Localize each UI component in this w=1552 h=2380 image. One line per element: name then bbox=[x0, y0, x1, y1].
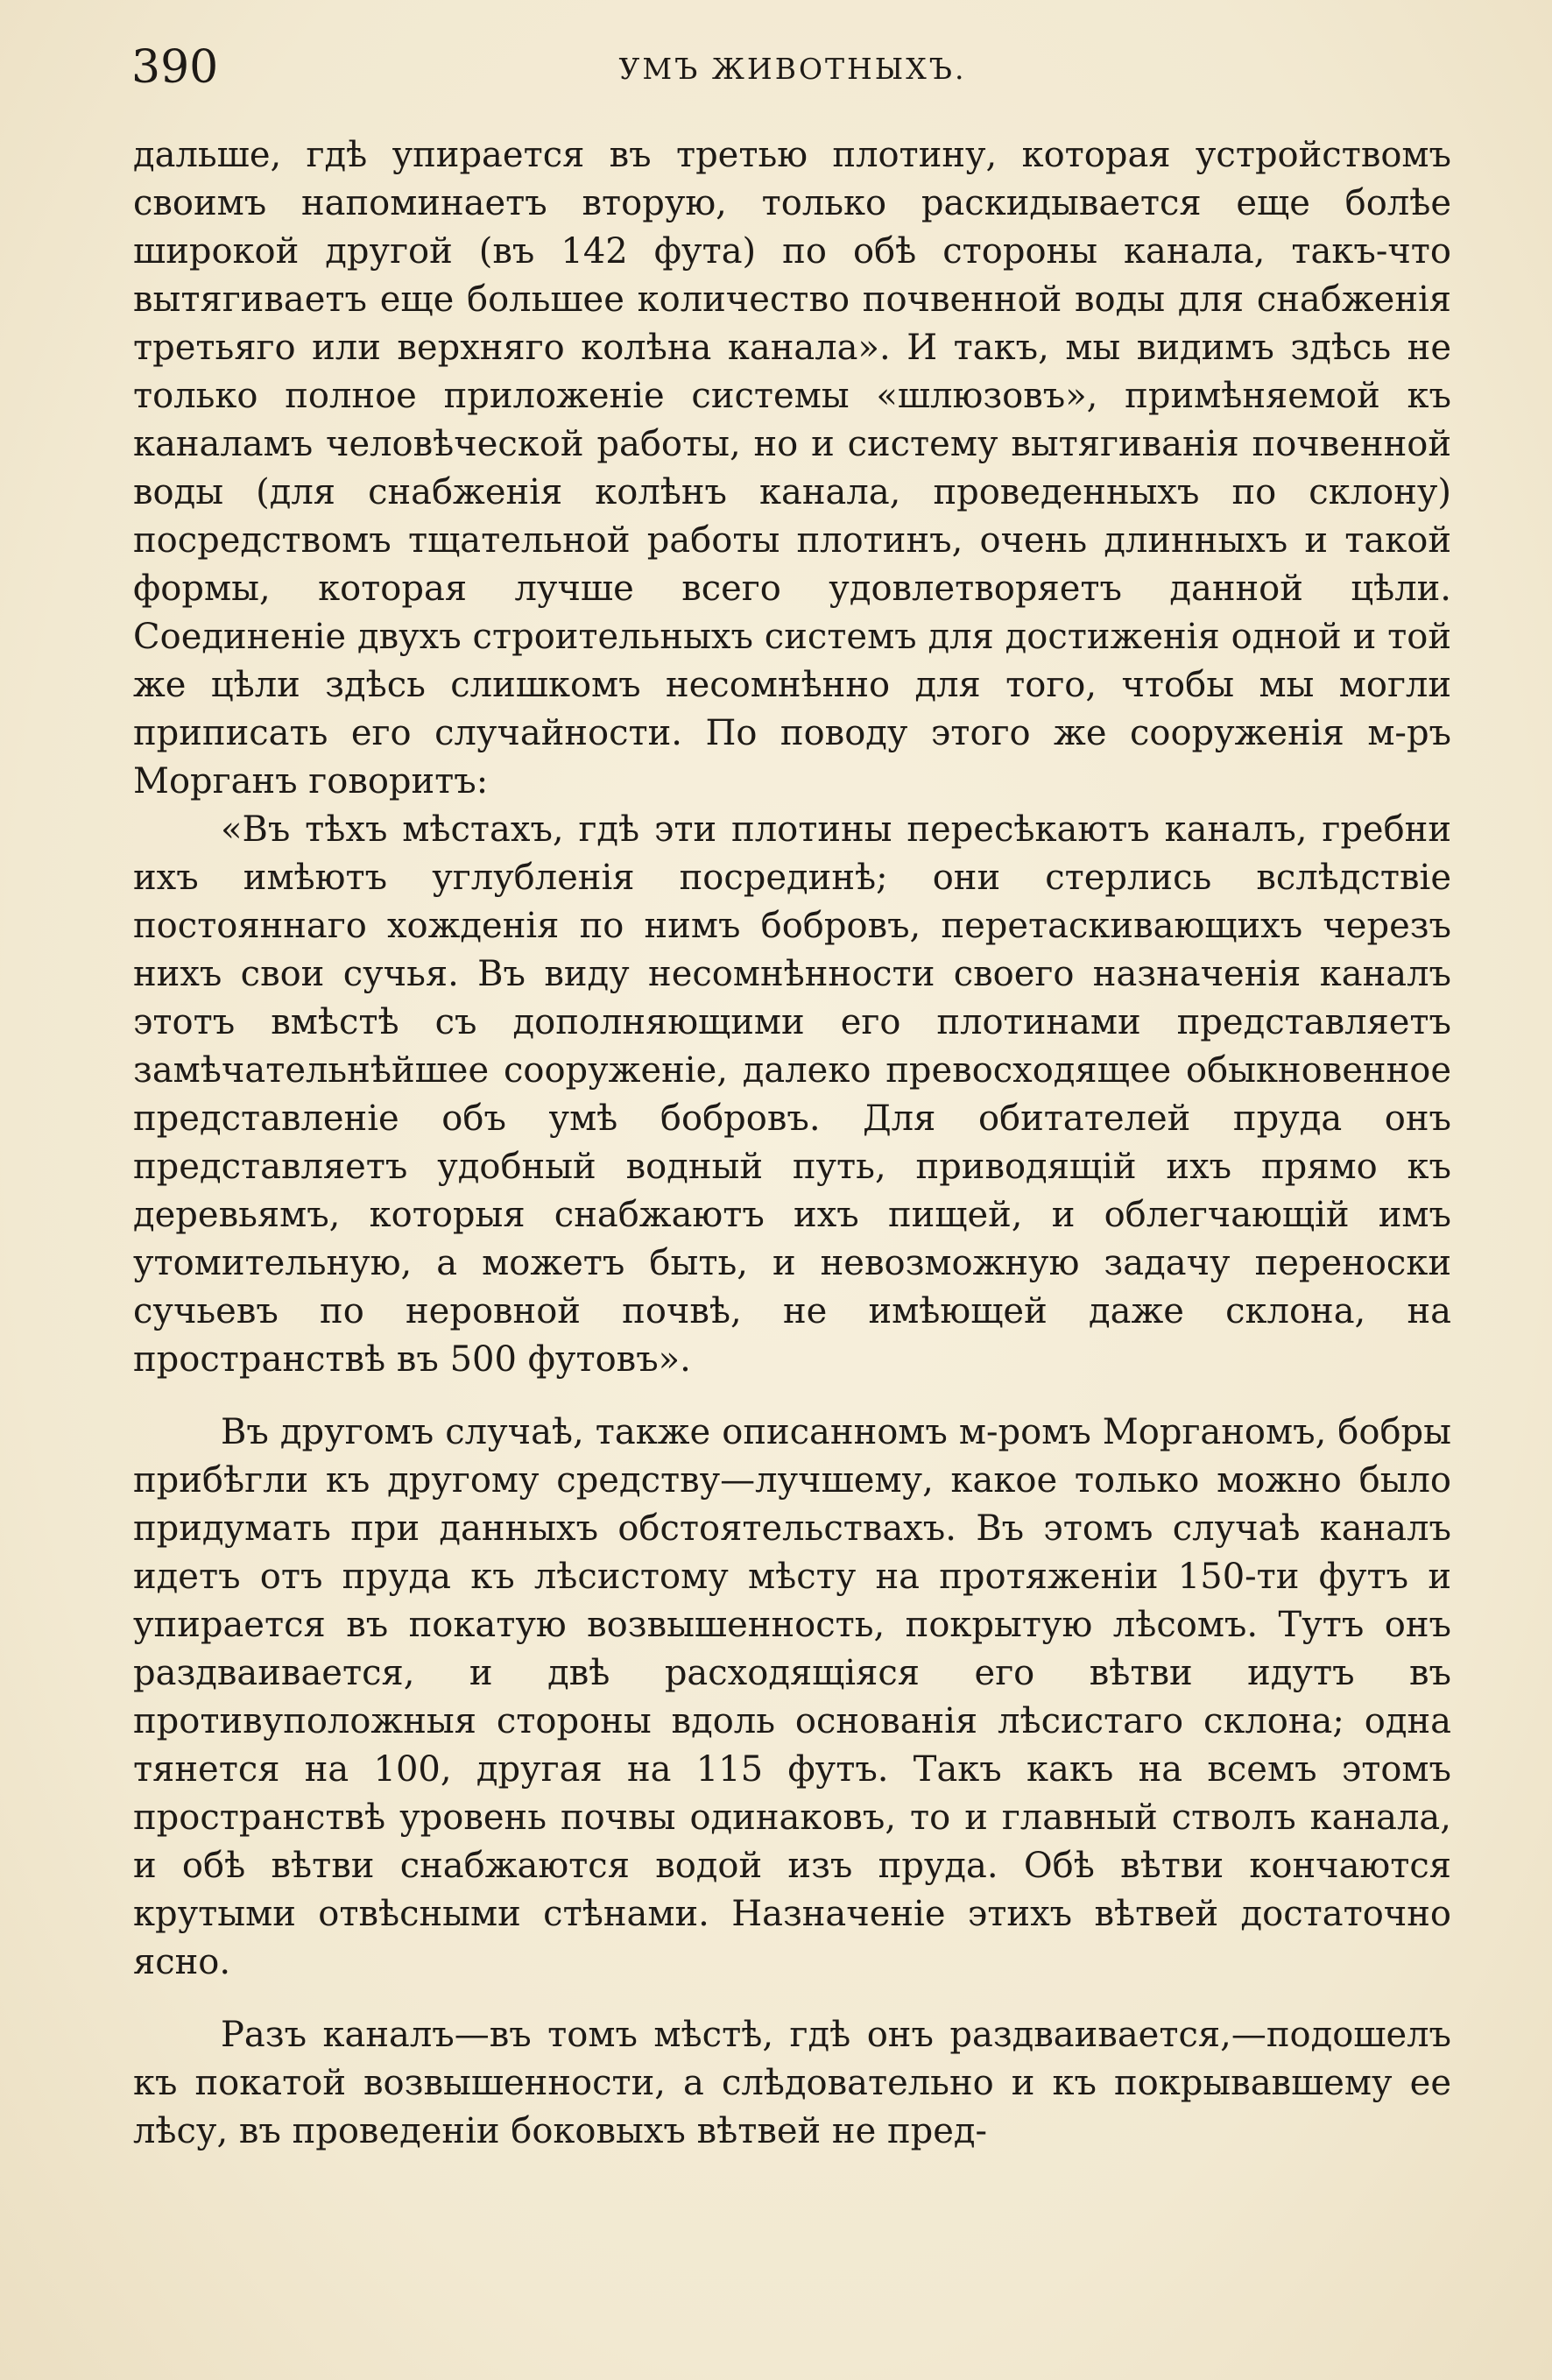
paragraph: Разъ каналъ—въ томъ мѣстѣ, гдѣ онъ раздваивается,—подошелъ къ покатой возвышенности, а слѣдовательно и къ покрывавшему ее лѣсу, въ проведеніи боковыхъ вѣтвей не пред- bbox=[133, 2015, 1451, 2151]
paragraph: Въ другомъ случаѣ, также описанномъ м-ромъ Морганомъ, бобры прибѣгли къ другому средству—лучшему, какое только можно было придумать при данныхъ обстоятельствахъ. Въ этомъ случаѣ каналъ идетъ отъ пруда къ лѣсистому мѣсту на протяженіи 150-ти футъ и упирается въ покатую возвышенность, покрытую лѣсомъ. Тутъ онъ раздваивается, и двѣ расходящіяся его вѣтви идутъ въ противуположныя стороны вдоль основанія лѣсистаго склона; одна тянется на 100, другая на 115 футъ. Такъ какъ на всемъ этомъ пространствѣ уровень почвы одинаковъ, то и главный стволъ канала, и обѣ вѣтви снабжаются водой изъ пруда. Обѣ вѣтви кончаются крутыми отвѣсными стѣнами. Назначеніе этихъ вѣтвей достаточно ясно. bbox=[133, 1412, 1451, 1982]
running-title: УМЪ ЖИВОТНЫХЪ. bbox=[618, 52, 967, 86]
page-header bbox=[131, 37, 1454, 98]
paragraph: дальше, гдѣ упирается въ третью плотину, которая устройствомъ своимъ напоминаетъ вторую, только раскидывается еще болѣе широкой другой (въ 142 фута) по обѣ стороны канала, такъ-что вытягиваетъ еще большее количество почвенной воды для снабженія третьяго или верхняго колѣна канала». И такъ, мы видимъ здѣсь не только полное приложеніе системы «шлюзовъ», примѣняемой къ каналамъ человѣческой работы, но и систему вытягиванія почвенной воды (для снабженія колѣнъ канала, проведенныхъ по склону) посредствомъ тщательной работы плотинъ, очень длинныхъ и такой формы, которая лучше всего удовлетворяетъ данной цѣли. Соединеніе двухъ строительныхъ системъ для достиженія одной и той же цѣли здѣсь слишкомъ несомнѣнно для того, чтобы мы могли приписать его случайности. По поводу этого же сооруженія м-ръ Морганъ говоритъ: bbox=[133, 135, 1451, 802]
quote-paragraph: «Въ тѣхъ мѣстахъ, гдѣ эти плотины пересѣкаютъ каналъ, гребни ихъ имѣютъ углубленія посрединѣ; они стерлись вслѣдствіе постояннаго хожденія по нимъ бобровъ, перетаскивающихъ черезъ нихъ свои сучья. Въ виду несомнѣнности своего назначенія каналъ этотъ вмѣстѣ съ дополняющими его плотинами представляетъ замѣчательнѣйшее сооруженіе, далеко превосходящее обыкновенное представленіе объ умѣ бобровъ. Для обитателей пруда онъ представляетъ удобный водный путь, приводящій ихъ прямо къ деревьямъ, которыя снабжаютъ ихъ пищей, и облегчающій имъ утомительную, а можетъ быть, и невозможную задачу переноски сучьевъ по неровной почвѣ, не имѣющей даже склона, на пространствѣ въ 500 футовъ». bbox=[133, 809, 1451, 1380]
page-number: 390 bbox=[131, 41, 219, 94]
body-text bbox=[133, 131, 1451, 2156]
